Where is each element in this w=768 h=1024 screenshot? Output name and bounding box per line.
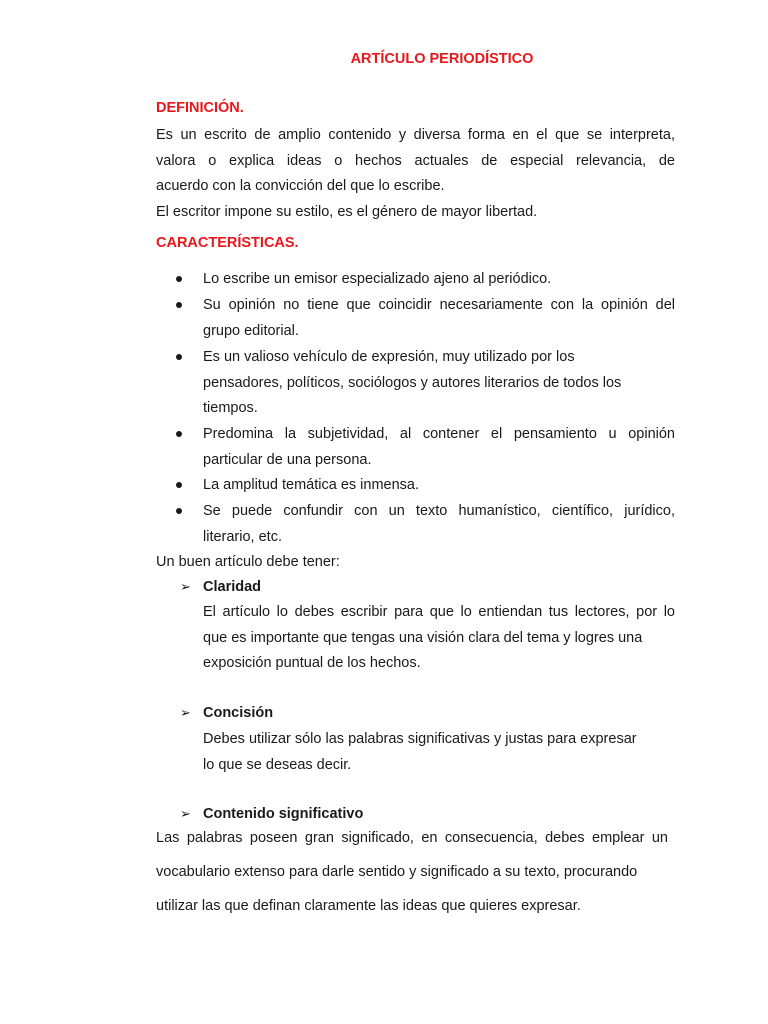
quality-line: lo que se deseas decir. — [203, 756, 352, 773]
bullet-icon — [176, 508, 182, 514]
bullet-icon — [176, 482, 182, 488]
quality-line: Las palabras poseen gran significado, en consecuencia, debes emplear un — [156, 830, 668, 846]
definition-paragraph — [156, 123, 675, 225]
quality-description — [203, 600, 675, 677]
characteristic-line: tiempos. — [203, 400, 258, 416]
intro-line: Un buen artículo debe tener: — [156, 554, 340, 570]
quality-line: vocabulario extenso para darle sentido y significado a su texto, procurando — [156, 864, 638, 880]
characteristic-item — [203, 293, 675, 344]
bullet-icon — [176, 431, 182, 437]
quality-description — [156, 830, 668, 846]
characteristic-line: Su opinión no tiene que coincidir necesariamente con la opinión del — [203, 297, 675, 313]
quality-line: El artículo lo debes escribir para que lo entiendan tus lectores, por lo — [203, 604, 675, 620]
arrow-bullet-icon: ➢ — [180, 705, 191, 720]
characteristic-item — [203, 499, 675, 550]
characteristic-line: Lo escribe un emisor especializado ajeno al periódico. — [203, 271, 552, 287]
characteristic-line: Se puede confundir con un texto humanístico, científico, jurídico, — [203, 503, 675, 519]
quality-title: Contenido significativo — [203, 806, 364, 822]
characteristic-item — [203, 267, 675, 293]
definition-line: acuerdo con la convicción del que lo escribe. — [156, 178, 445, 194]
quality-title: Claridad — [203, 579, 262, 595]
characteristic-line: literario, etc. — [203, 528, 282, 545]
arrow-bullet-icon: ➢ — [180, 806, 191, 821]
characteristic-line: Es un valioso vehículo de expresión, muy utilizado por los — [203, 349, 575, 365]
characteristic-line: grupo editorial. — [203, 322, 299, 339]
characteristic-item — [203, 422, 675, 473]
characteristics-heading: CARACTERÍSTICAS. — [156, 235, 299, 251]
quality-line: exposición puntual de los hechos. — [203, 655, 421, 671]
characteristic-line: La amplitud temática es inmensa. — [203, 477, 419, 493]
characteristic-item — [203, 473, 675, 499]
definition-heading: DEFINICIÓN. — [156, 100, 244, 116]
arrow-bullet-icon: ➢ — [180, 579, 191, 594]
definition-line: El escritor impone su estilo, es el género de mayor libertad. — [156, 203, 538, 220]
quality-line: que es importante que tengas una visión clara del tema y logres una — [203, 629, 643, 646]
bullet-icon — [176, 354, 182, 360]
quality-title: Concisión — [203, 705, 274, 721]
bullet-icon — [176, 302, 182, 308]
quality-description — [203, 727, 675, 778]
characteristic-line: Predomina la subjetividad, al contener el pensamiento u opinión — [203, 426, 675, 442]
characteristic-line: pensadores, políticos, sociólogos y autores literarios de todos los — [203, 374, 622, 391]
definition-line: Es un escrito de amplio contenido y diversa forma en el que se interpreta, — [156, 127, 675, 143]
characteristic-item — [203, 345, 675, 422]
quality-line: Debes utilizar sólo las palabras significativas y justas para expresar — [203, 731, 637, 747]
quality-line: utilizar las que definan claramente las ideas que quieres expresar. — [156, 898, 581, 914]
characteristic-line: particular de una persona. — [203, 451, 372, 468]
definition-line: valora o explica ideas o hechos actuales de especial relevancia, de — [156, 152, 675, 169]
bullet-icon — [176, 276, 182, 282]
document-title: ARTÍCULO PERIODÍSTICO — [350, 51, 534, 67]
